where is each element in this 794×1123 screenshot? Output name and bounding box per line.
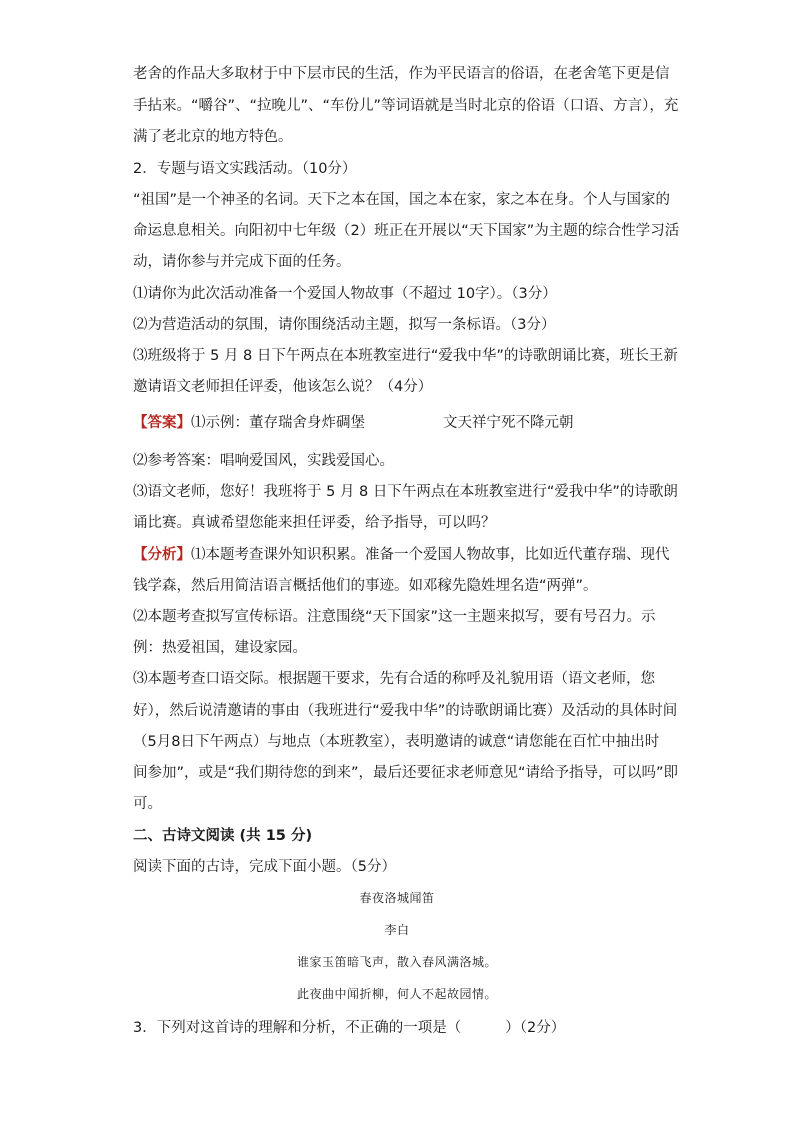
section-2-heading: 二、古诗文阅读 (共 15 分) xyxy=(133,828,313,844)
question-3-text: 3．下列对这首诗的理解和分析，不正确的一项是（ xyxy=(133,1020,462,1036)
sub-question-3: 邀请语文老师担任评委，他该怎么说？（4分） xyxy=(133,379,433,395)
poem-line: 此夜曲中闻折柳，何人不起故园情。 xyxy=(296,987,497,1001)
analysis-text: ⑴本题考查课外知识积累。准备一个爱国人物故事，比如近代董存瑞、现代 xyxy=(191,547,670,563)
question-2-paragraph: 动，请你参与并完成下面的任务。 xyxy=(133,254,351,270)
analysis-line: 钱学森，然后用简洁语言概括他们的事迹。如邓稼先隐姓埋名造“两弹”。 xyxy=(133,578,598,594)
intro-line: 老舍的作品大多取材于中下层市民的生活，作为平民语言的俗语，在老舍笔下更是信 xyxy=(133,66,670,82)
poem-author: 李白 xyxy=(384,923,410,937)
question-2-paragraph: 命运息息相关。向阳初中七年级（2）班正在开展以“天下国家”为主题的综合性学习活 xyxy=(133,223,680,239)
analysis-tag: 【分析】 xyxy=(133,547,191,563)
sub-question-3: ⑶班级将于 5 月 8 日下午两点在本班教室进行“爱我中华”的诗歌朗诵比赛，班长王新 xyxy=(133,348,678,364)
analysis-line: 例：热爱祖国，建设家园。 xyxy=(133,640,307,656)
intro-line: 手拈来。“嚼谷”、“拉晚儿”、“车份儿”等词语就是当时北京的俗语（口语、方言），充 xyxy=(133,98,679,114)
question-3-points: ）（2分） xyxy=(505,1020,566,1036)
question-2-heading: 2．专题与语文实践活动。（10分） xyxy=(133,161,357,177)
analysis-line: 可。 xyxy=(133,796,162,812)
analysis-line: ⑵本题考查拟写宣传标语。注意围绕“天下国家”这一主题来拟写，要有号召力。示 xyxy=(133,609,656,625)
answer-3: 诵比赛。真诚希望您能来担任评委，给予指导，可以吗？ xyxy=(133,515,496,531)
question-2-paragraph: “祖国”是一个神圣的名词。天下之本在国，国之本在家，家之本在身。个人与国家的 xyxy=(133,192,671,208)
analysis-line: 好），然后说清邀请的事由（我班进行“爱我中华”的诗歌朗诵比赛）及活动的具体时间 xyxy=(133,703,678,719)
section-2-instruction: 阅读下面的古诗，完成下面小题。（5分） xyxy=(133,859,396,875)
intro-line: 满了老北京的地方特色。 xyxy=(133,129,293,145)
sub-question-1: ⑴请你为此次活动准备一个爱国人物故事（不超过 10字）。（3分） xyxy=(133,286,557,302)
answer-1-first: ⑴示例：董存瑞舍身炸碉堡 xyxy=(191,415,365,431)
answer-1-second: 文天祥宁死不降元朝 xyxy=(443,415,574,431)
analysis-line-1 xyxy=(133,545,670,565)
answer-3: ⑶语文老师，您好！我班将于 5 月 8 日下午两点在本班教室进行“爱我中华”的诗歌朗 xyxy=(133,484,678,500)
sub-question-2: ⑵为营造活动的氛围，请你围绕活动主题，拟写一条标语。（3分） xyxy=(133,317,556,333)
answer-2: ⑵参考答案：唱响爱国风，实践爱国心。 xyxy=(133,453,394,469)
question-3 xyxy=(133,1018,565,1038)
poem-title: 春夜洛城闻笛 xyxy=(359,891,435,905)
analysis-line: 间参加”，或是“我们期待您的到来”，最后还要征求老师意见“请给予指导，可以吗”即 xyxy=(133,765,679,781)
answer-tag: 【答案】 xyxy=(133,415,191,431)
analysis-line: （5月8日下午两点）与地点（本班教室），表明邀请的诚意“请您能在百忙中抽出时 xyxy=(133,734,660,750)
analysis-line: ⑶本题考查口语交际。根据题干要求，先有合适的称呼及礼貌用语（语文老师，您 xyxy=(133,671,655,687)
poem-line: 谁家玉笛暗飞声，散入春风满洛城。 xyxy=(296,955,497,969)
answer-line-1 xyxy=(133,413,574,433)
